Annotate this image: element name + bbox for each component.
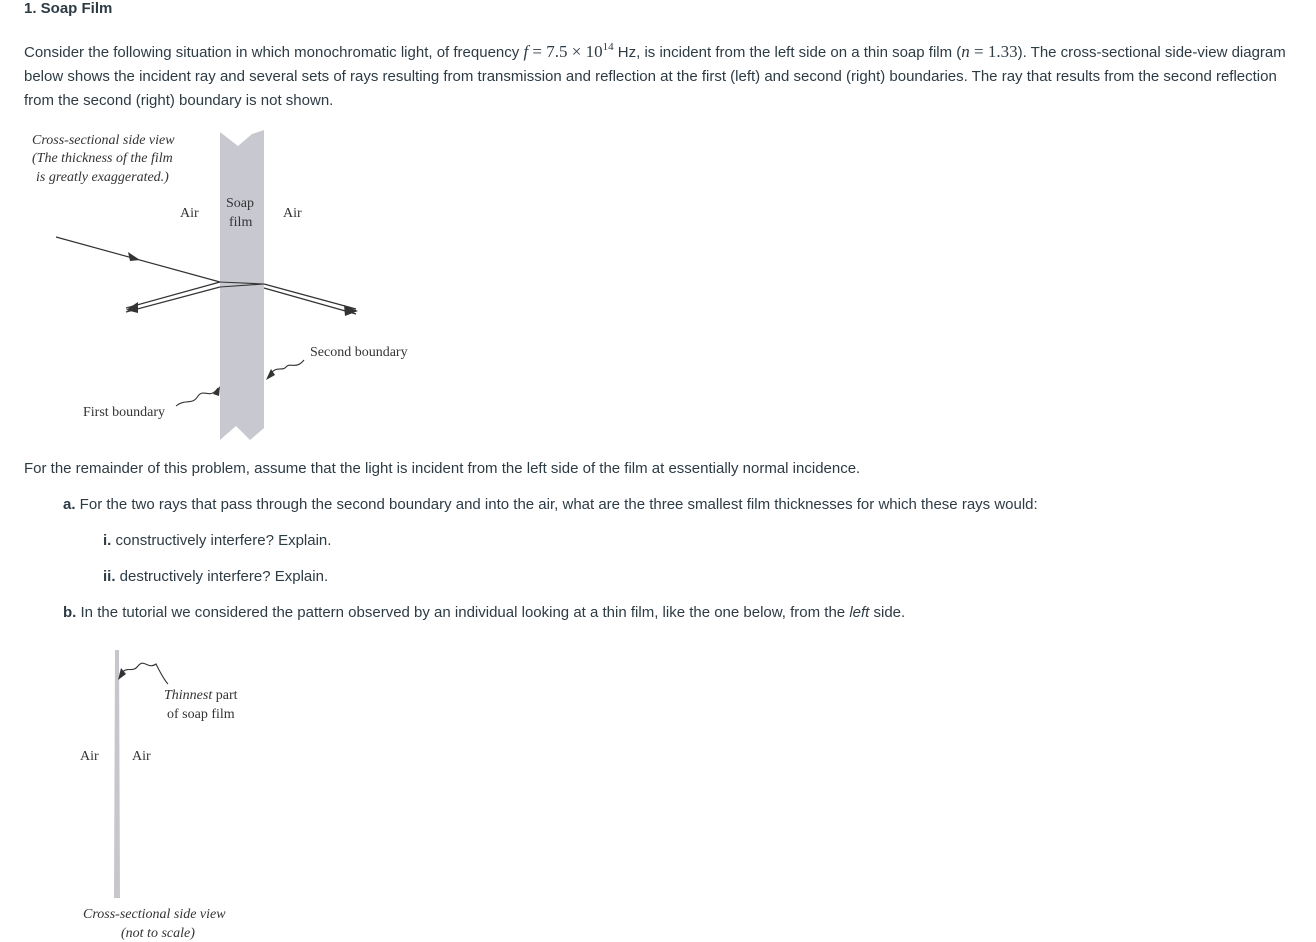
soap-label-line1: Soap [226, 196, 254, 211]
frequency-expression: $f = 7.5 \times 10^{14}$ [523, 41, 614, 61]
transmitted-ray-2 [264, 288, 356, 314]
soap-film-ray-diagram [24, 124, 434, 446]
remainder-text: For the remainder of this problem, assume that the light is incident from the left side of the film at essentially normal incidence. [24, 460, 861, 477]
part-a-i: i. constructively interfere? Explain. [103, 532, 332, 549]
intro-text-2: Hz, is incident from the left side on a thin soap film ( [613, 44, 962, 61]
refractive-index-expression: n = 1.33 [961, 42, 1018, 61]
first-boundary-label: First boundary [83, 405, 166, 420]
thin-film-band [114, 650, 120, 898]
figure2-caption-line1: Cross-sectional side view [83, 907, 226, 922]
soap-label-line2: film [229, 215, 253, 230]
intro-paragraph [24, 40, 1309, 113]
figure1-caption-line1: Cross-sectional side view [32, 133, 175, 148]
reflected-ray-2 [126, 287, 220, 312]
figure2-caption-line2: (not to scale) [121, 926, 195, 941]
incident-ray-arrow [128, 252, 140, 261]
thinnest-part-label-line2: of soap film [167, 707, 235, 722]
second-boundary-label: Second boundary [310, 345, 408, 360]
thinnest-part-leader [120, 663, 168, 684]
problem-title: 1. Soap Film [24, 0, 113, 17]
transmitted-ray-1 [264, 284, 356, 309]
thin-film-diagram [70, 640, 270, 942]
thinnest-part-label-line1: Thinnest part [164, 688, 238, 703]
figure2-air-right-label: Air [132, 749, 151, 764]
part-a-ii: ii. destructively interfere? Explain. [103, 568, 329, 585]
figure2-air-left-label: Air [80, 749, 99, 764]
intro-text-1: Consider the following situation in which monochromatic light, of frequency [24, 44, 524, 61]
figure1-caption-line3: is greatly exaggerated.) [36, 170, 169, 185]
air-right-label: Air [283, 206, 302, 221]
air-left-label: Air [180, 206, 199, 221]
intro-text-3: ). The cross-sectional side-view diagram below shows the incident ray and several sets of rays resulting from transmission and reflection at the first (left) and second (right) boundaries. The ray that results from the second reflection from the second (right) boundary is not shown. [24, 44, 1286, 109]
reflected-ray-1 [126, 282, 220, 308]
part-a: a. For the two rays that pass through the second boundary and into the air, what are the three smallest film thicknesses for which these rays would: [63, 496, 1038, 513]
figure1-caption-line2: (The thickness of the film [32, 151, 173, 166]
part-b: b. In the tutorial we considered the pattern observed by an individual looking at a thin film, like the one below, from the left side. [63, 604, 906, 621]
first-boundary-leader-arrow [213, 386, 220, 396]
first-boundary-leader [176, 388, 218, 406]
